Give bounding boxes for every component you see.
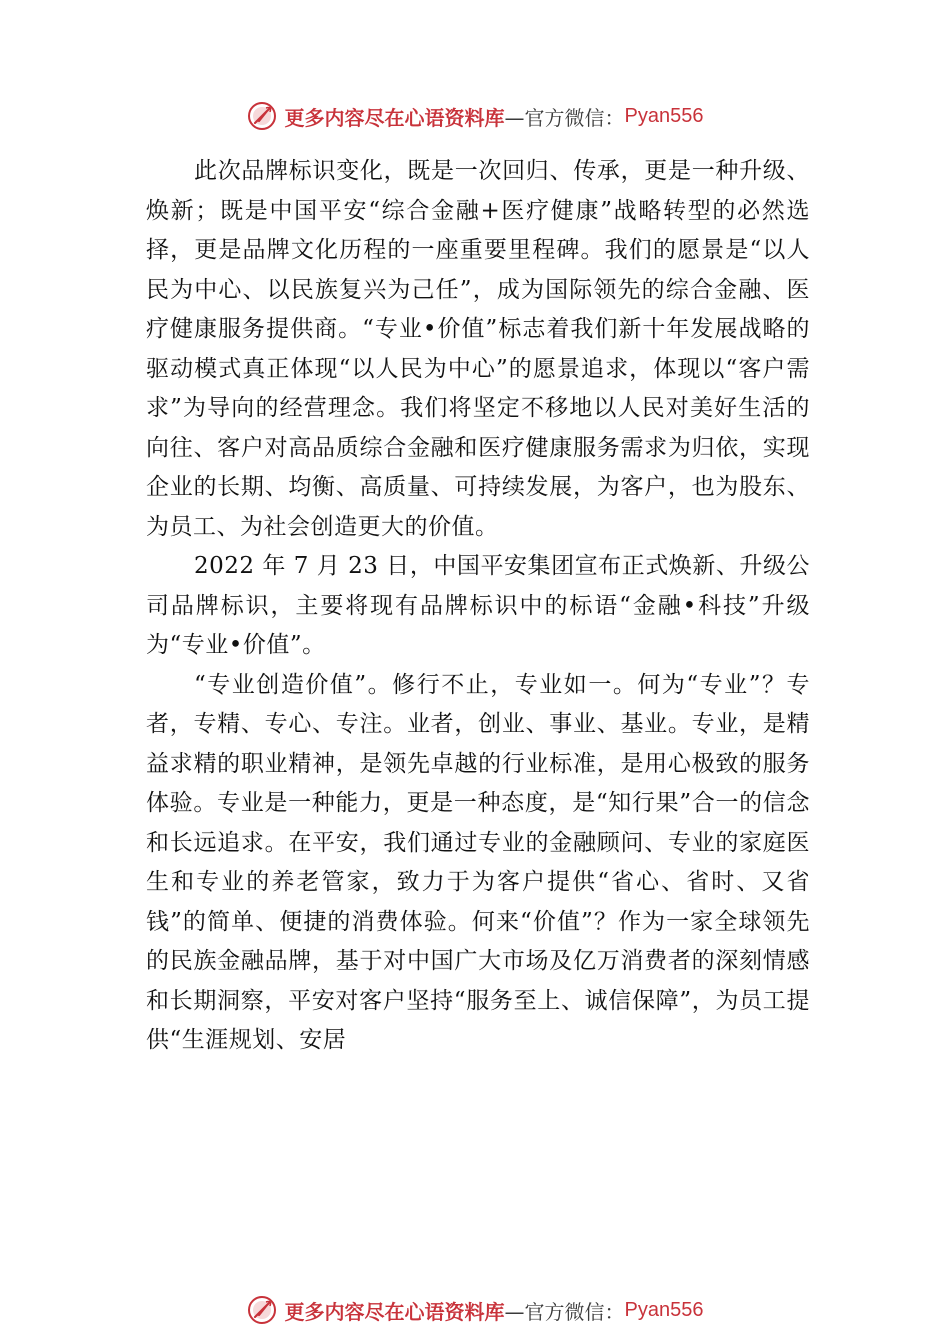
- paragraph-2: 2022 年 7 月 23 日，中国平安集团宣布正式焕新、升级公司品牌标识，主要将现有品牌标识中的标语“金融•科技”升级为“专业•价值”。: [146, 553, 810, 658]
- header-watermark: [0, 96, 950, 136]
- quill-seal-logo-icon: [247, 1295, 277, 1325]
- watermark-wechat-label: —官方微信：: [504, 105, 625, 130]
- watermark-brand-text: 更多内容尽在心语资料库: [284, 105, 505, 130]
- document-body: [146, 152, 810, 1061]
- footer-watermark: [0, 1290, 950, 1330]
- paragraph-3: “专业创造价值”。修行不止，专业如一。何为“专业”？专者，专精、专心、专注。业者，创业、事业、基业。专业，是精益求精的职业精神，是领先卓越的行业标准，是用心极致的服务体验。专业是一种能力，更是一种态度，是“知行果”合一的信念和长远追求。在平安，我们通过专业的金融顾问、专业的家庭医生和专业的养老管家，致力于为客户提供“省心、省时、又省钱”的简单、便捷的消费体验。何来“价值”？作为一家全球领先的民族金融品牌，基于对中国广大市场及亿万消费者的深刻情感和长期洞察，平安对客户坚持“服务至上、诚信保障”，为员工提供“生涯规划、安居: [146, 671, 810, 1053]
- watermark-wechat-id: Pyan556: [624, 104, 704, 127]
- watermark-wechat-id: Pyan556: [624, 1298, 704, 1321]
- paragraph-1: 此次品牌标识变化，既是一次回归、传承，更是一种升级、焕新；既是中国平安“综合金融+医疗健康”战略转型的必然选择，更是品牌文化历程的一座重要里程碑。我们的愿景是“以人民为中心、以民族复兴为己任”，成为国际领先的综合金融、医疗健康服务提供商。“专业•价值”标志着我们新十年发展战略的驱动模式真正体现“以人民为中心”的愿景追求，体现以“客户需求”为导向的经营理念。我们将坚定不移地以人民对美好生活的向往、客户对高品质综合金融和医疗健康服务需求为归依，实现企业的长期、均衡、高质量、可持续发展，为客户，也为股东、为员工、为社会创造更大的价值。: [146, 158, 810, 540]
- watermark-wechat-label: —官方微信：: [504, 1299, 625, 1324]
- watermark-brand-text: 更多内容尽在心语资料库: [284, 1299, 505, 1324]
- quill-seal-logo-icon: [247, 101, 277, 131]
